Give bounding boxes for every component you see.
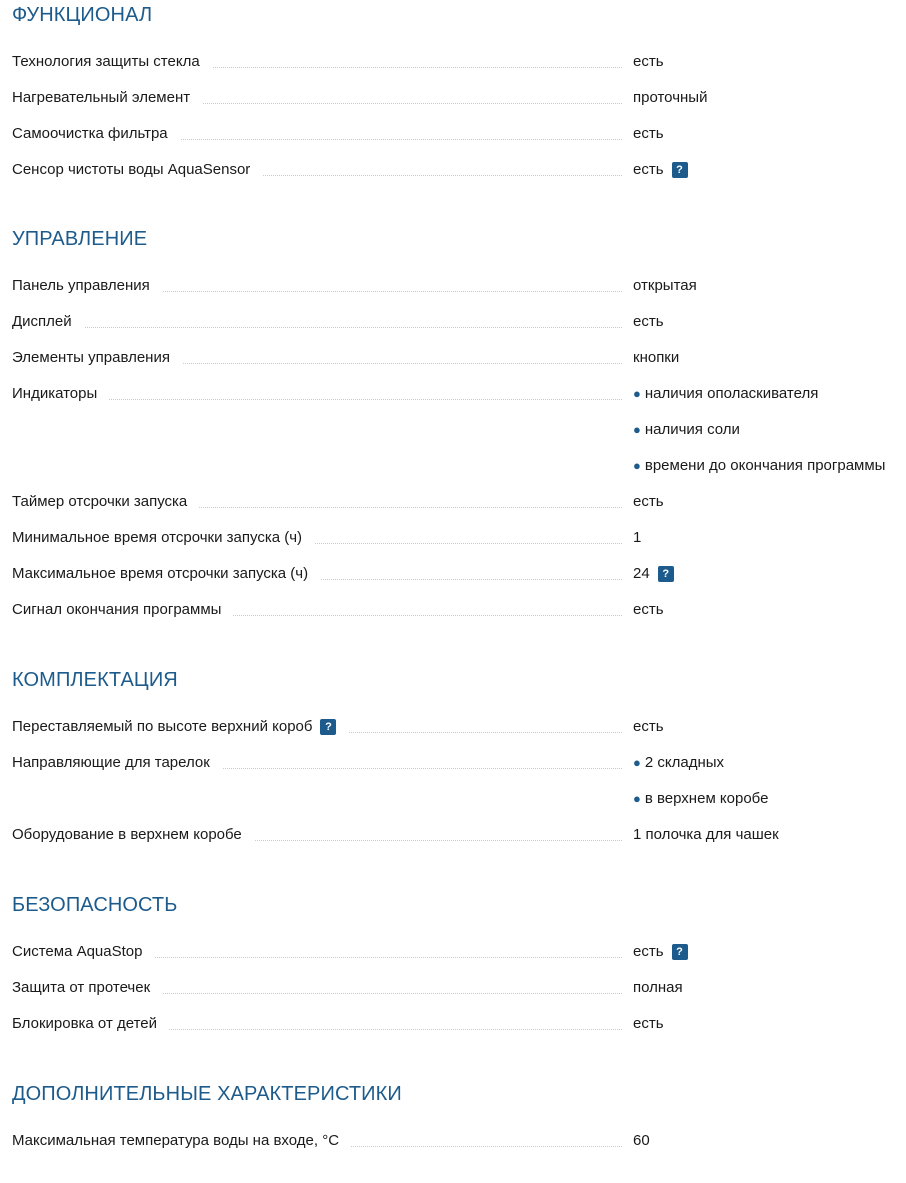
spec-row [0,308,906,344]
spec-label-wrap [12,754,222,771]
spec-name [12,560,622,596]
spec-rows [0,938,906,1046]
spec-rows [0,1127,906,1163]
spec-name [12,84,622,120]
spec-row [0,821,906,857]
spec-name [12,308,622,344]
spec-rows [0,48,906,192]
spec-label: Максимальное время отсрочки запуска (ч) [12,565,309,582]
spec-value [633,120,664,156]
spec-section [0,665,906,857]
spec-value-text: открытая [633,277,697,294]
spec-name [12,120,622,156]
spec-label: Технология защиты стекла [12,53,200,70]
spec-section [0,224,906,632]
spec-label: Блокировка от детей [12,1015,158,1032]
spec-name [12,344,622,380]
spec-value-text: наличия соли [644,421,740,438]
spec-value [633,488,664,524]
spec-value-text: есть [633,943,664,960]
spec-label: Дисплей [12,313,72,330]
spec-row [0,524,906,560]
spec-name [12,524,622,560]
spec-row [0,488,906,524]
spec-value [633,596,664,632]
spec-label-wrap [12,89,202,106]
spec-name [12,713,622,749]
help-icon[interactable]: ? [658,566,674,582]
spec-name [12,821,622,857]
help-icon[interactable]: ? [672,944,688,960]
spec-value-text: 1 полочка для чашек [633,826,779,843]
spec-label: Элементы управления [12,349,170,366]
spec-name [12,974,622,1010]
spec-label: Сигнал окончания программы [12,601,222,618]
spec-label: Направляющие для тарелок [12,754,210,771]
spec-value-text: есть [633,601,664,618]
spec-row [0,713,906,749]
spec-value-text: есть [633,161,664,178]
spec-value [633,156,688,192]
spec-row-continuation [0,452,906,488]
spec-row-continuation [0,416,906,452]
spec-label: Панель управления [12,277,150,294]
section-title: ДОПОЛНИТЕЛЬНЫЕ ХАРАКТЕРИСТИКИ [12,1083,402,1105]
spec-row [0,156,906,192]
spec-value [633,84,707,120]
section-title: КОМПЛЕКТАЦИЯ [12,669,178,691]
spec-value-text: есть [633,493,664,510]
spec-value [633,1127,650,1163]
spec-value-text: в верхнем коробе [644,790,769,807]
spec-row [0,749,906,785]
spec-value-text: 60 [633,1132,650,1149]
spec-value [633,560,674,596]
spec-value [633,713,664,749]
spec-section [0,1079,906,1163]
spec-label-wrap [12,943,154,960]
spec-rows [0,713,906,857]
spec-label-wrap [12,349,182,366]
spec-label: Самоочистка фильтра [12,125,168,142]
spec-label: Система AquaStop [12,943,143,960]
bullet-icon: ● [633,755,641,770]
spec-value [633,272,697,308]
spec-value-text: есть [633,313,664,330]
spec-label: Оборудование в верхнем коробе [12,826,242,843]
spec-value [633,344,679,380]
spec-label-wrap [12,125,180,142]
spec-row [0,560,906,596]
spec-value [633,308,664,344]
spec-name [12,380,622,416]
spec-label: Максимальная температура воды на входе, °C [12,1132,340,1149]
spec-value [633,938,688,974]
spec-name [12,938,622,974]
spec-label-wrap [12,718,348,735]
spec-label: Минимальное время отсрочки запуска (ч) [12,529,303,546]
spec-value-text: полная [633,979,683,996]
spec-label: Таймер отсрочки запуска [12,493,188,510]
spec-name [12,488,622,524]
spec-row [0,974,906,1010]
spec-section [0,890,906,1046]
spec-value [633,416,740,452]
spec-row [0,48,906,84]
spec-name [12,156,622,192]
spec-label: Переставляемый по высоте верхний короб [12,718,313,735]
spec-label-wrap [12,277,162,294]
spec-name [12,48,622,84]
spec-value-text: 2 складных [644,754,725,771]
spec-value-text: времени до окончания программы [644,457,886,474]
spec-value-text: 1 [633,529,642,546]
spec-label-wrap [12,601,233,618]
spec-section [0,0,906,192]
spec-label: Сенсор чистоты воды AquaSensor [12,161,251,178]
dotted-leader [12,327,622,328]
spec-value [633,749,724,785]
spec-value [633,48,664,84]
spec-value [633,785,768,821]
spec-value [633,380,818,416]
spec-row-continuation [0,785,906,821]
spec-label-wrap [12,1015,169,1032]
spec-value [633,1010,664,1046]
spec-row [0,1010,906,1046]
spec-value-text: 24 [633,565,650,582]
spec-value [633,974,683,1010]
spec-rows [0,272,906,632]
spec-name [12,1010,622,1046]
section-title: БЕЗОПАСНОСТЬ [12,894,178,916]
help-icon[interactable]: ? [320,719,336,735]
spec-label-wrap [12,493,199,510]
bullet-icon: ● [633,458,641,473]
spec-label-wrap [12,826,254,843]
help-icon[interactable]: ? [672,162,688,178]
spec-row [0,380,906,416]
spec-value-text: наличия ополаскивателя [644,385,819,402]
spec-value [633,524,641,560]
spec-value [633,821,779,857]
spec-value-text: есть [633,718,664,735]
spec-row [0,120,906,156]
spec-row [0,596,906,632]
spec-label-wrap [12,53,212,70]
spec-label-wrap [12,313,84,330]
spec-row [0,272,906,308]
spec-label: Нагревательный элемент [12,89,191,106]
spec-name [12,1127,622,1163]
spec-name [12,749,622,785]
spec-label-wrap [12,161,262,178]
spec-label-wrap [12,385,109,402]
spec-label: Индикаторы [12,385,98,402]
spec-row [0,938,906,974]
spec-label-wrap [12,979,162,996]
spec-label-wrap [12,529,314,546]
spec-row [0,84,906,120]
spec-value-text: проточный [633,89,708,106]
section-title: ФУНКЦИОНАЛ [12,4,153,26]
spec-row [0,1127,906,1163]
section-title: УПРАВЛЕНИЕ [12,228,148,250]
spec-value [633,452,885,488]
spec-label-wrap [12,565,320,582]
spec-name [12,272,622,308]
bullet-icon: ● [633,791,641,806]
bullet-icon: ● [633,386,641,401]
spec-row [0,344,906,380]
spec-label-wrap [12,1132,351,1149]
spec-value-text: есть [633,125,664,142]
spec-label: Защита от протечек [12,979,151,996]
spec-name [12,596,622,632]
spec-value-text: есть [633,1015,664,1032]
bullet-icon: ● [633,422,641,437]
spec-value-text: есть [633,53,664,70]
spec-value-text: кнопки [633,349,680,366]
